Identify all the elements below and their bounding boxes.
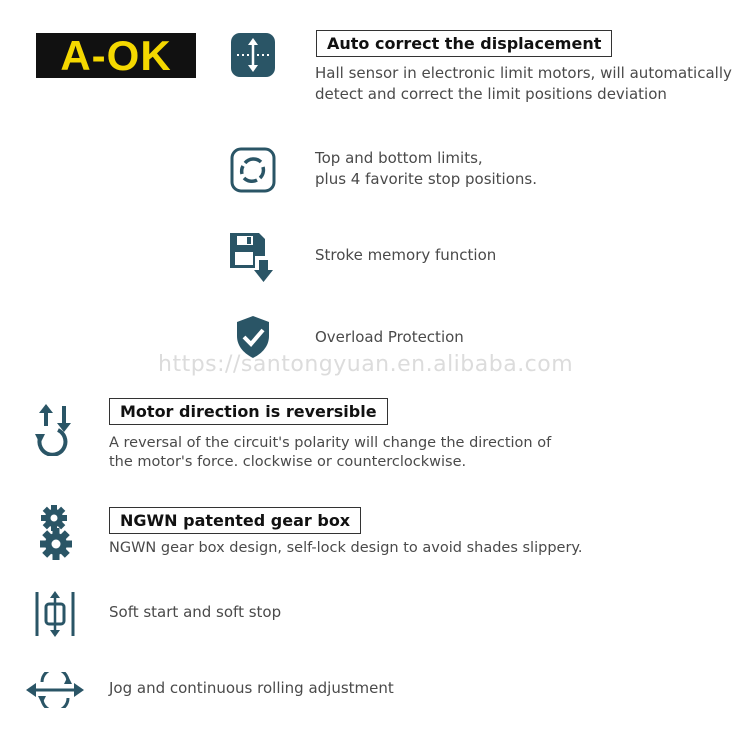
feature-desc-soft-start: Soft start and soft stop: [109, 603, 282, 621]
jog-arrows-icon: [26, 672, 84, 708]
reverse-direction-icon: [32, 404, 78, 456]
feature-desc-line: Hall sensor in electronic limit motors, will automatically: [315, 64, 732, 82]
feature-desc-gear-box: NGWN gear box design, self-lock design to avoid shades slippery.: [109, 540, 583, 556]
soft-start-icon: [34, 590, 76, 638]
circular-arrows-icon: [230, 147, 276, 193]
feature-title-auto-correct: Auto correct the displacement: [316, 30, 612, 57]
feature-desc-stroke-memory: Stroke memory function: [315, 246, 497, 264]
brand-logo: [36, 33, 196, 78]
feature-desc-line: A reversal of the circuit's polarity will change the direction of: [109, 435, 552, 451]
feature-title-reversible: Motor direction is reversible: [109, 398, 388, 425]
feature-desc-auto-correct: [315, 63, 732, 105]
feature-desc-line: detect and correct the limit positions deviation: [315, 85, 667, 103]
feature-desc-reversible: [109, 434, 551, 472]
watermark-text: https://santongyuan.en.alibaba.com: [158, 352, 574, 377]
feature-title-gear-box: NGWN patented gear box: [109, 507, 361, 534]
feature-desc-line: plus 4 favorite stop positions.: [315, 170, 537, 188]
displacement-arrows-icon: [230, 32, 276, 78]
feature-desc-limits: [315, 148, 537, 190]
floppy-disk-download-icon: [229, 232, 277, 282]
feature-desc-line: Top and bottom limits,: [315, 149, 483, 167]
feature-desc-jog: Jog and continuous rolling adjustment: [109, 679, 394, 697]
gears-icon: [36, 504, 76, 560]
feature-desc-line: the motor's force. clockwise or counterclockwise.: [109, 454, 467, 470]
brand-logo-text: A-OK: [60, 31, 172, 79]
feature-desc-overload: Overload Protection: [315, 328, 464, 346]
